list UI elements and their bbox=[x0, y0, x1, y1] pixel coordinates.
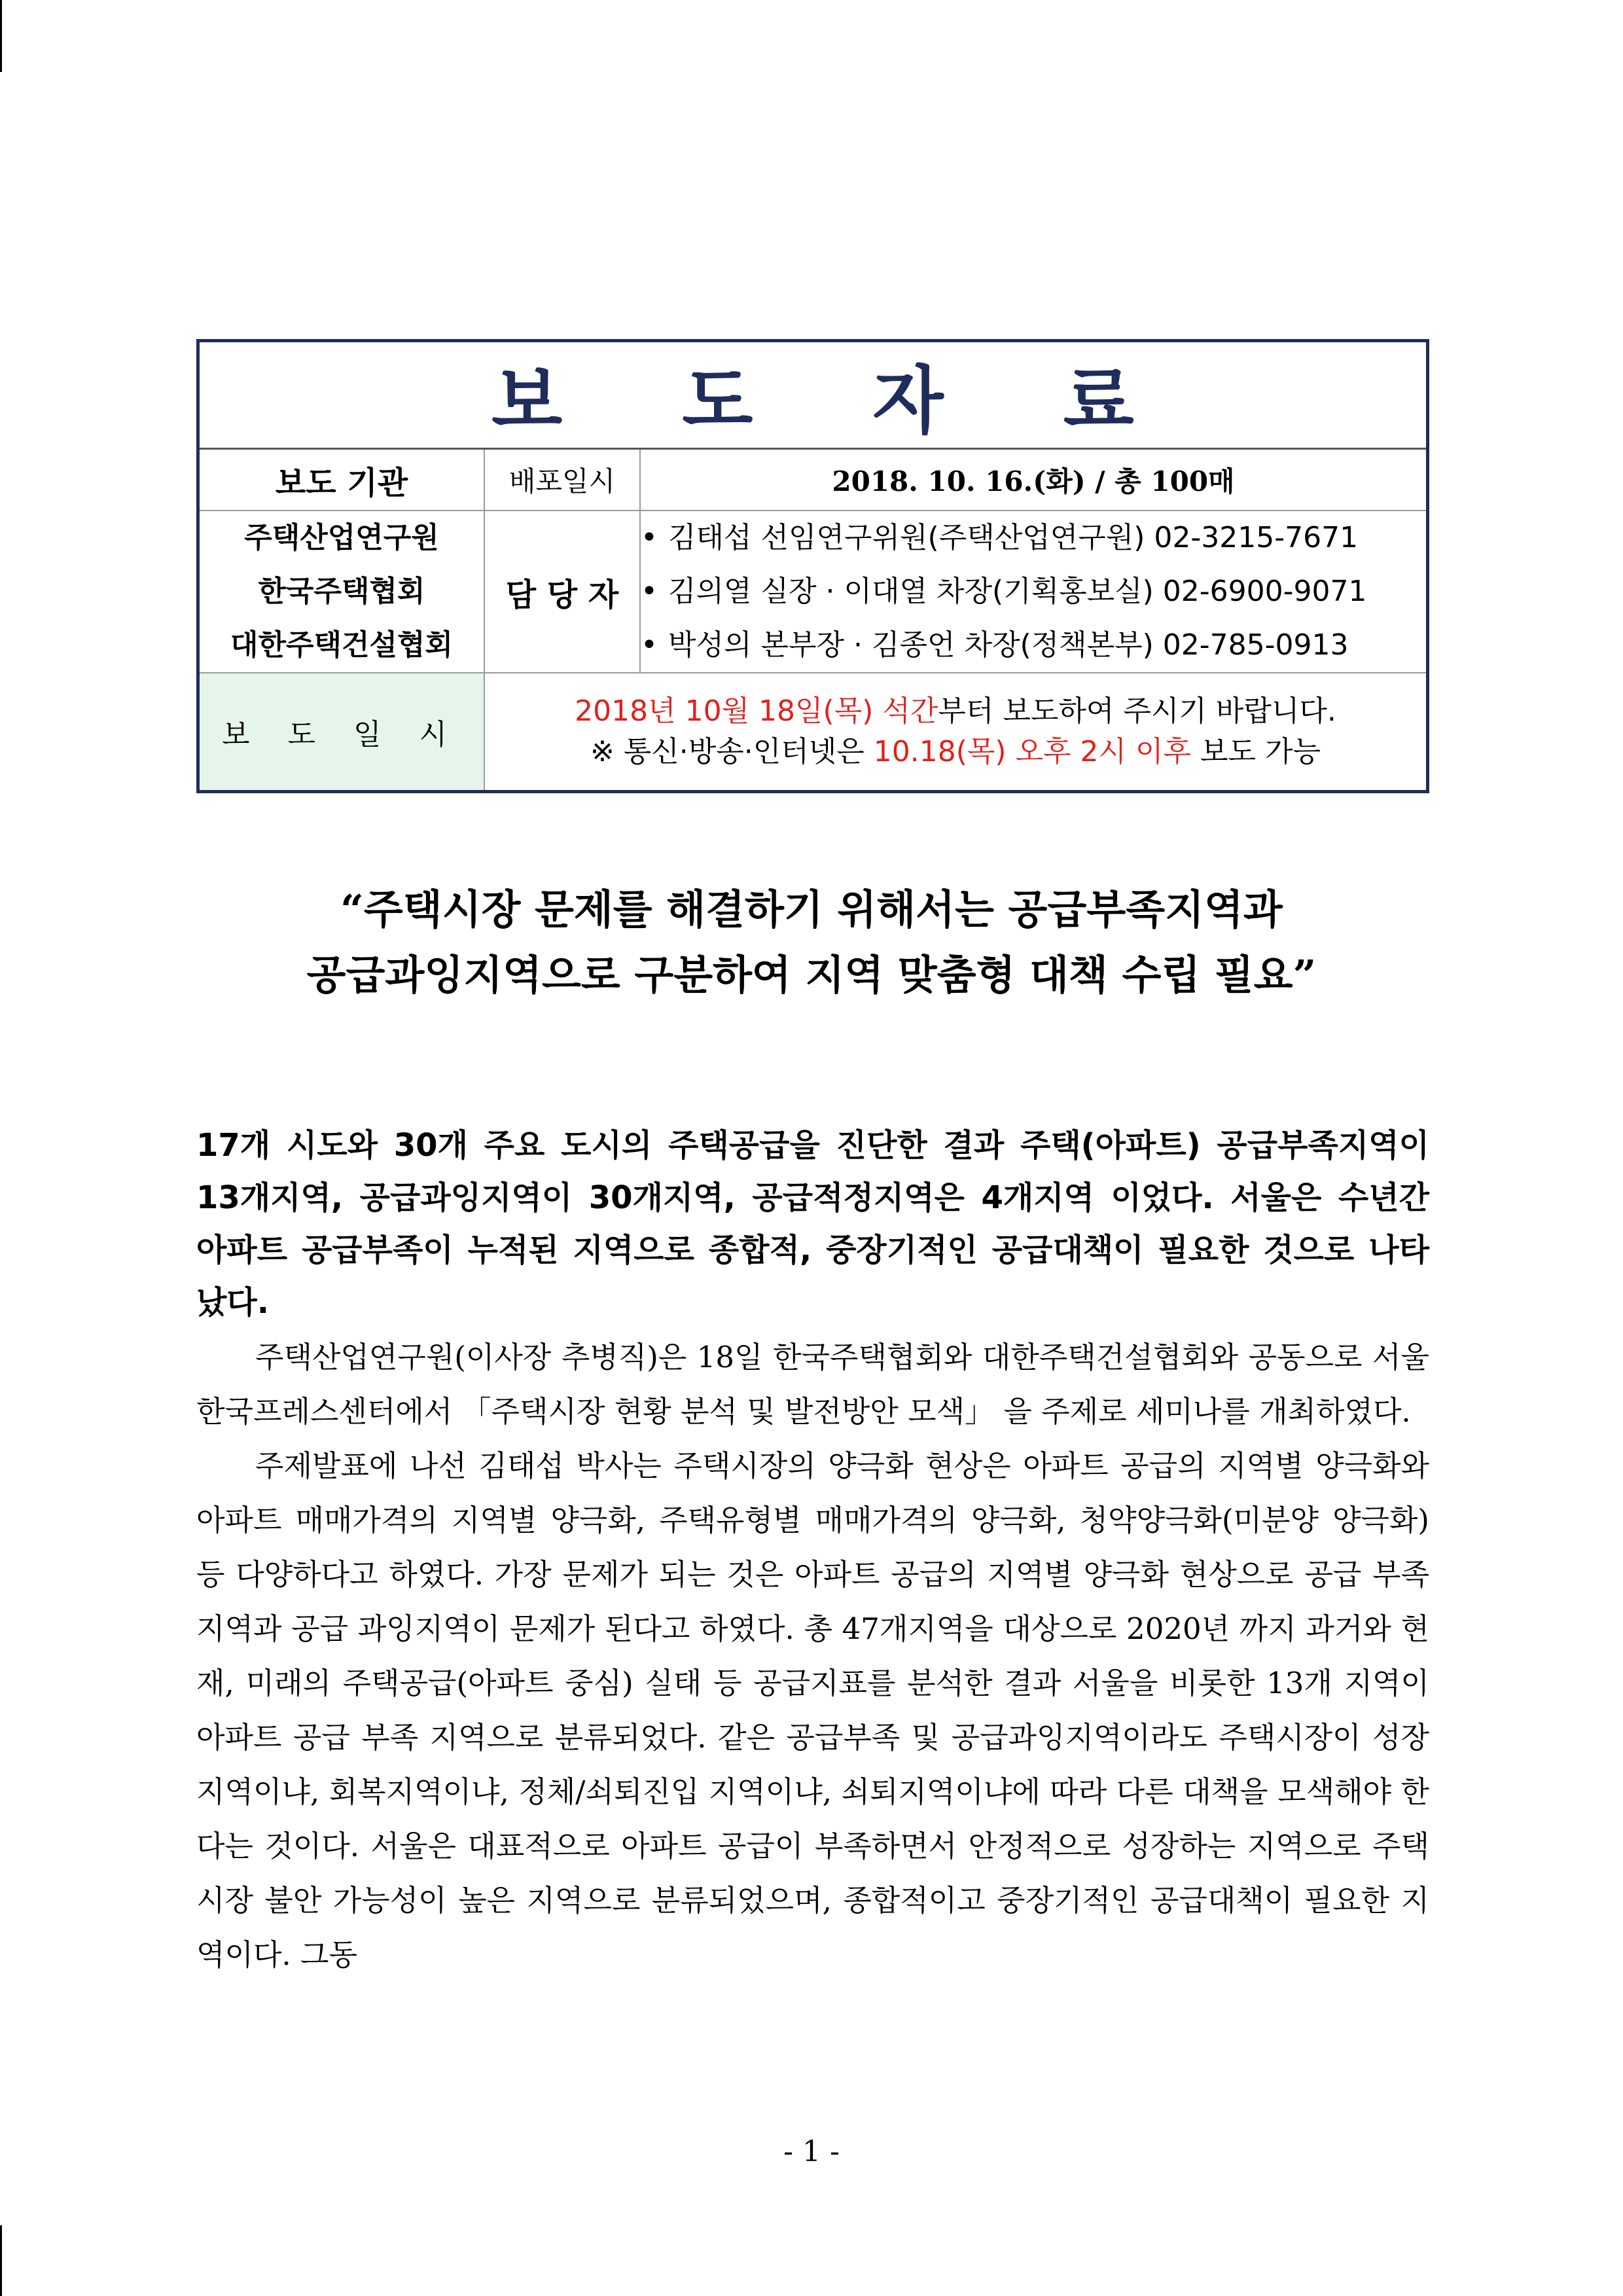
crop-mark-bottom-left bbox=[0, 2225, 2, 2296]
headline-line-1: “주택시장 문제를 해결하기 위해서는 공급부족지역과 bbox=[340, 886, 1283, 933]
contact-list bbox=[640, 511, 1428, 673]
organization-name: 대한주택건설협회 bbox=[230, 628, 454, 662]
headline-line-2: 공급과잉지역으로 구분하여 지역 맞춤형 대책 수립 필요” bbox=[306, 951, 1317, 999]
distribution-value: 2018. 10. 16.(화) / 총 100매 bbox=[640, 449, 1428, 511]
organization-name: 주택산업연구원 bbox=[244, 521, 439, 554]
title-cell bbox=[198, 341, 1428, 449]
release-line-2: ※ 통신·방송·인터넷은 10.18(목) 오후 2시 이후 보도 가능 bbox=[590, 735, 1321, 768]
body-text bbox=[196, 1330, 1429, 1982]
distribution-label: 배포일시 bbox=[484, 449, 640, 511]
headline bbox=[196, 877, 1427, 1008]
release-line-1: 2018년 10월 18일(목) 석간부터 보도하여 주시기 바랍니다. bbox=[575, 694, 1336, 728]
organization-name: 한국주택협회 bbox=[258, 575, 425, 608]
contact-item: • 박성의 본부장 · 김종언 차장(정책본부) 02-785-0913 bbox=[641, 619, 1426, 672]
bullet-icon: • bbox=[641, 521, 658, 554]
release-date-info bbox=[484, 673, 1428, 792]
summary-paragraph: 17개 시도와 30개 주요 도시의 주택공급을 진단한 결과 주택(아파트) 공급부족지역이 13개지역, 공급과잉지역이 30개지역, 공급적정지역은 4개지역 이었다. 서울은 수년간 아파트 공급부족이 누적된 지역으로 종합적, 중장기적인 공급대책이 필요한 것으로 나타났다. bbox=[196, 1127, 1429, 1321]
body-paragraph-2: 주제발표에 나선 김태섭 박사는 주택시장의 양극화 현상은 아파트 공급의 지역별 양극화와 아파트 매매가격의 지역별 양극화, 주택유형별 매매가격의 양극화, 청약양극화(미분양 양극화) 등 다양하다고 하였다. 가장 문제가 되는 것은 아파트 공급의 지역별 양극화 현상으로 공급 부족지역과 공급 과잉지역이 문제가 된다고 하였다. 총 47개지역을 대상으로 2020년 까지 과거와 현재, 미래의 주택공급(아파트 중심) 실태 등 공급지표를 분석한 결과 서울을 비롯한 13개 지역이 아파트 공급 부족 지역으로 분류되었다. 같은 공급부족 및 공급과잉지역이라도 주택시장이 성장지역이냐, 회복지역이냐, 정체/쇠퇴진입 지역이냐, 쇠퇴지역이냐에 따라 다른 대책을 모색해야 한다는 것이다. 서울은 대표적으로 아파트 공급이 부족하면서 안정적으로 성장하는 지역으로 주택시장 불안 가능성이 높은 지역으로 분류되었으며, 종합적이고 중장기적인 공급대책이 필요한 지역이다. 그동 bbox=[196, 1448, 1429, 1972]
page-number: - 1 - bbox=[783, 2135, 840, 2168]
contact-item: • 김의열 실장 · 이대열 차장(기획홍보실) 02-6900-9071 bbox=[641, 565, 1426, 619]
crop-mark-top-left bbox=[0, 0, 2, 72]
press-release-title: 보 도 자 료 bbox=[491, 359, 1181, 444]
release-date-label: 보 도 일 시 bbox=[198, 673, 485, 792]
org-label: 보도 기관 bbox=[198, 449, 485, 511]
bullet-icon: • bbox=[641, 628, 658, 662]
bullet-icon: • bbox=[641, 575, 658, 608]
organization-list bbox=[198, 511, 485, 673]
body-paragraph-1: 주택산업연구원(이사장 추병직)은 18일 한국주택협회와 대한주택건설협회와 공동으로 서울 한국프레스센터에서 「주택시장 현황 분석 및 발전방안 모색」 을 주제로 세미나를 개최하였다. bbox=[196, 1340, 1429, 1429]
press-release-header-table bbox=[196, 339, 1429, 793]
contact-item: • 김태섭 선임연구위원(주택산업연구원) 02-3215-7671 bbox=[641, 511, 1426, 565]
contact-label: 담 당 자 bbox=[484, 511, 640, 673]
